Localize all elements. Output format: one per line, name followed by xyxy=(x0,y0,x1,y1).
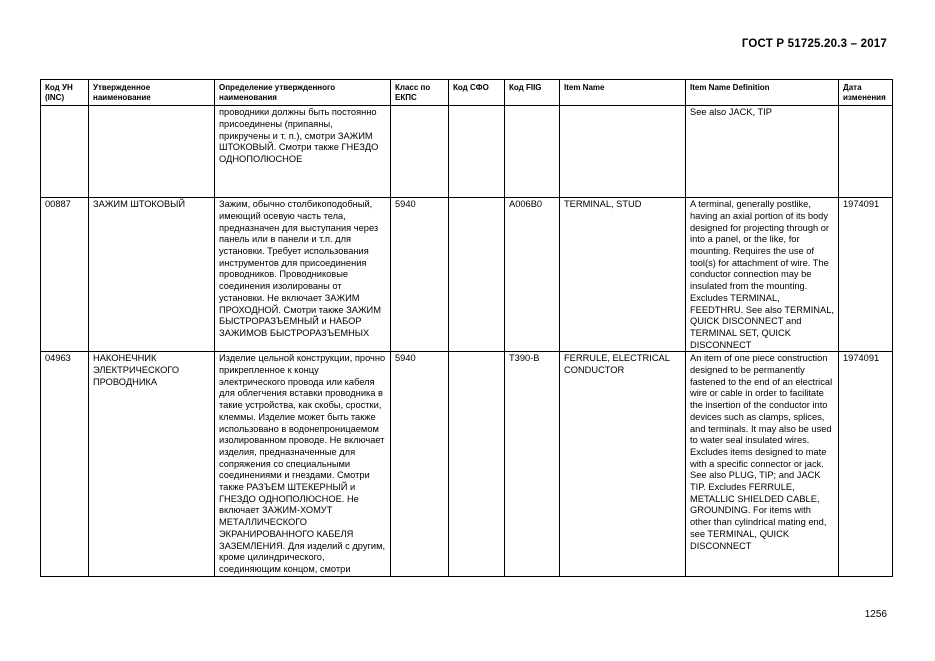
cell-inc xyxy=(41,106,89,198)
column-header-sfo: Код СФО xyxy=(449,80,505,106)
cell-item-name: FERRULE, ELECTRICAL CONDUCTOR xyxy=(560,352,686,576)
cell-sfo xyxy=(449,352,505,576)
cell-fiig: T390-B xyxy=(505,352,560,576)
document-standard-title: ГОСТ Р 51725.20.3 – 2017 xyxy=(741,38,887,50)
cell-item-definition: An item of one piece construction designed to be permanently fastened to the end of an electrical wire or cable in order to facilitate the insertion of the conductor into devices such as clamps, splices, and terminals. It may also be used to water seal insulated wires. Excludes items designed to mate with a specific connector or jack. See also PLUG, TIP; and JACK TIP. Excludes FERRULE, METALLIC SHIELDED CABLE, GROUNDING. For items with other than cylindrical mating end, see TERMINAL, QUICK DISCONNECT xyxy=(686,352,839,576)
cell-item-definition: A terminal, generally postlike, having an axial portion of its body designed for projecting through or into a panel, or the like, for mounting. Requires the use of tool(s) for attachment of wire. The conductor connection may be insulated from the mounting. Excludes TERMINAL, FEEDTHRU. See also TERMINAL, QUICK DISCONNECT and TERMINAL SET, QUICK DISCONNECT xyxy=(686,198,839,352)
cell-class: 5940 xyxy=(391,198,449,352)
cell-name: ЗАЖИМ ШТОКОВЫЙ xyxy=(89,198,215,352)
column-header-item-name: Item Name xyxy=(560,80,686,106)
cell-item-name xyxy=(560,106,686,198)
table-row xyxy=(41,352,893,576)
cell-class xyxy=(391,106,449,198)
table-row xyxy=(41,106,893,198)
catalog-table xyxy=(40,79,893,577)
cell-definition: проводники должны быть постоянно присоединены (припаяны, прикручены и т. п.), смотри ЗАЖИМ ШТОКОВЫЙ. Смотри также ГНЕЗДО ОДНОПОЛЮСНОЕ xyxy=(215,106,391,198)
column-header-definition: Определение утвержденного наименования xyxy=(215,80,391,106)
column-header-inc: Код УН (INC) xyxy=(41,80,89,106)
cell-inc: 00887 xyxy=(41,198,89,352)
cell-date: 1974091 xyxy=(839,352,893,576)
cell-item-definition: See also JACK, TIP xyxy=(686,106,839,198)
column-header-fiig: Код FIIG xyxy=(505,80,560,106)
cell-class: 5940 xyxy=(391,352,449,576)
table-row xyxy=(41,198,893,352)
cell-fiig: A006B0 xyxy=(505,198,560,352)
column-header-date: Дата изменения xyxy=(839,80,893,106)
cell-name: НАКОНЕЧНИК ЭЛЕКТРИЧЕСКОГО ПРОВОДНИКА xyxy=(89,352,215,576)
cell-date xyxy=(839,106,893,198)
cell-sfo xyxy=(449,106,505,198)
cell-name xyxy=(89,106,215,198)
cell-definition: Изделие цельной конструкции, прочно прикрепленное к концу электрического провода или кабеля для облегчения вставки проводника в такие устройства, как скобы, сростки, клеммы. Изделие может быть также использовано в водонепроницаемом изолированном проводе. Не включает изделия, предназначенные для сопряжения со специальными соединениями и гнездами. Смотри также РАЗЪЕМ ШТЕКЕРНЫЙ и ГНЕЗДО ОДНОПОЛЮСНОЕ. Не включает ЗАЖИМ-ХОМУТ МЕТАЛЛИЧЕСКОГО ЭКРАНИРОВАННОГО КАБЕЛЯ ЗАЗЕМЛЕНИЯ. Для изделий с другим, кроме цилиндрического, соединяющим концом, смотри xyxy=(215,352,391,576)
column-header-class: Класс по ЕКПС xyxy=(391,80,449,106)
cell-date: 1974091 xyxy=(839,198,893,352)
table-header-row xyxy=(41,80,893,106)
cell-inc: 04963 xyxy=(41,352,89,576)
column-header-name: Утвержденное наименование xyxy=(89,80,215,106)
cell-fiig xyxy=(505,106,560,198)
column-header-item-definition: Item Name Definition xyxy=(686,80,839,106)
cell-sfo xyxy=(449,198,505,352)
cell-item-name: TERMINAL, STUD xyxy=(560,198,686,352)
cell-definition: Зажим, обычно столбикоподобный, имеющий осевую часть тела, предназначен для выступания через панель или в панели и т.п. для установки. Требует использования инструментов для присоединения проводников. Проводниковые соединения изолированы от установки. Не включает ЗАЖИМ ПРОХОДНОЙ. Смотри также ЗАЖИМ БЫСТРОРАЗЪЕМНЫЙ и НАБОР ЗАЖИМОВ БЫСТРОРАЗЪЕМНЫХ xyxy=(215,198,391,352)
page-number: 1256 xyxy=(864,609,887,620)
